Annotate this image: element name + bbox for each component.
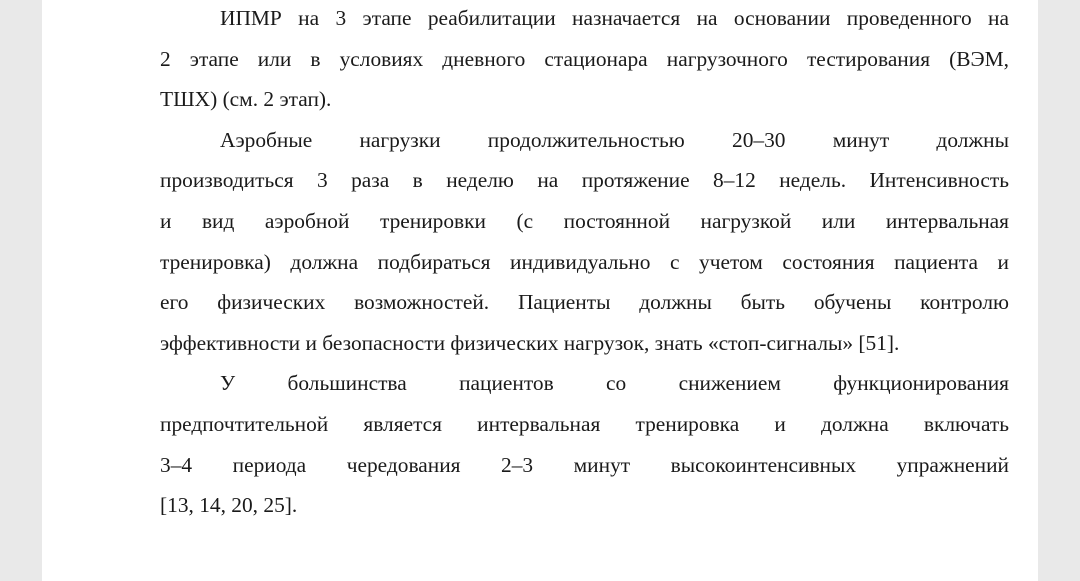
text-line: ТШХ) (см. 2 этап). bbox=[160, 87, 332, 112]
text-line: Аэробные нагрузки продолжительностью 20–30 минут должны bbox=[220, 127, 1009, 152]
paragraph bbox=[160, 120, 1009, 364]
text-line: его физических возможностей. Пациенты должны быть обучены контролю bbox=[160, 290, 1009, 315]
text-line: 2 этапе или в условиях дневного стационара нагрузочного тестирования (ВЭМ, bbox=[160, 46, 1009, 71]
paragraph bbox=[160, 363, 1009, 525]
text-line: тренировка) должна подбираться индивидуально с учетом состояния пациента и bbox=[160, 249, 1009, 274]
text-line: эффективности и безопасности физических нагрузок, знать «стоп-сигналы» [51]. bbox=[160, 330, 900, 355]
text-line: ИПМР на 3 этапе реабилитации назначается на основании проведенного на bbox=[220, 6, 1009, 30]
text-line: предпочтительной является интервальная тренировка и должна включать bbox=[160, 411, 1009, 436]
text-line: [13, 14, 20, 25]. bbox=[160, 493, 298, 518]
text-line: У большинства пациентов со снижением функционирования bbox=[220, 371, 1009, 396]
paragraph bbox=[160, 0, 1009, 120]
text-line: и вид аэробной тренировки (с постоянной нагрузкой или интервальная bbox=[160, 208, 1009, 233]
document-page bbox=[42, 0, 1038, 581]
text-line: производиться 3 раза в неделю на протяжение 8–12 недель. Интенсивность bbox=[160, 168, 1009, 193]
document-text bbox=[160, 0, 1009, 526]
text-line: 3–4 периода чередования 2–3 минут высокоинтенсивных упражнений bbox=[160, 452, 1009, 477]
